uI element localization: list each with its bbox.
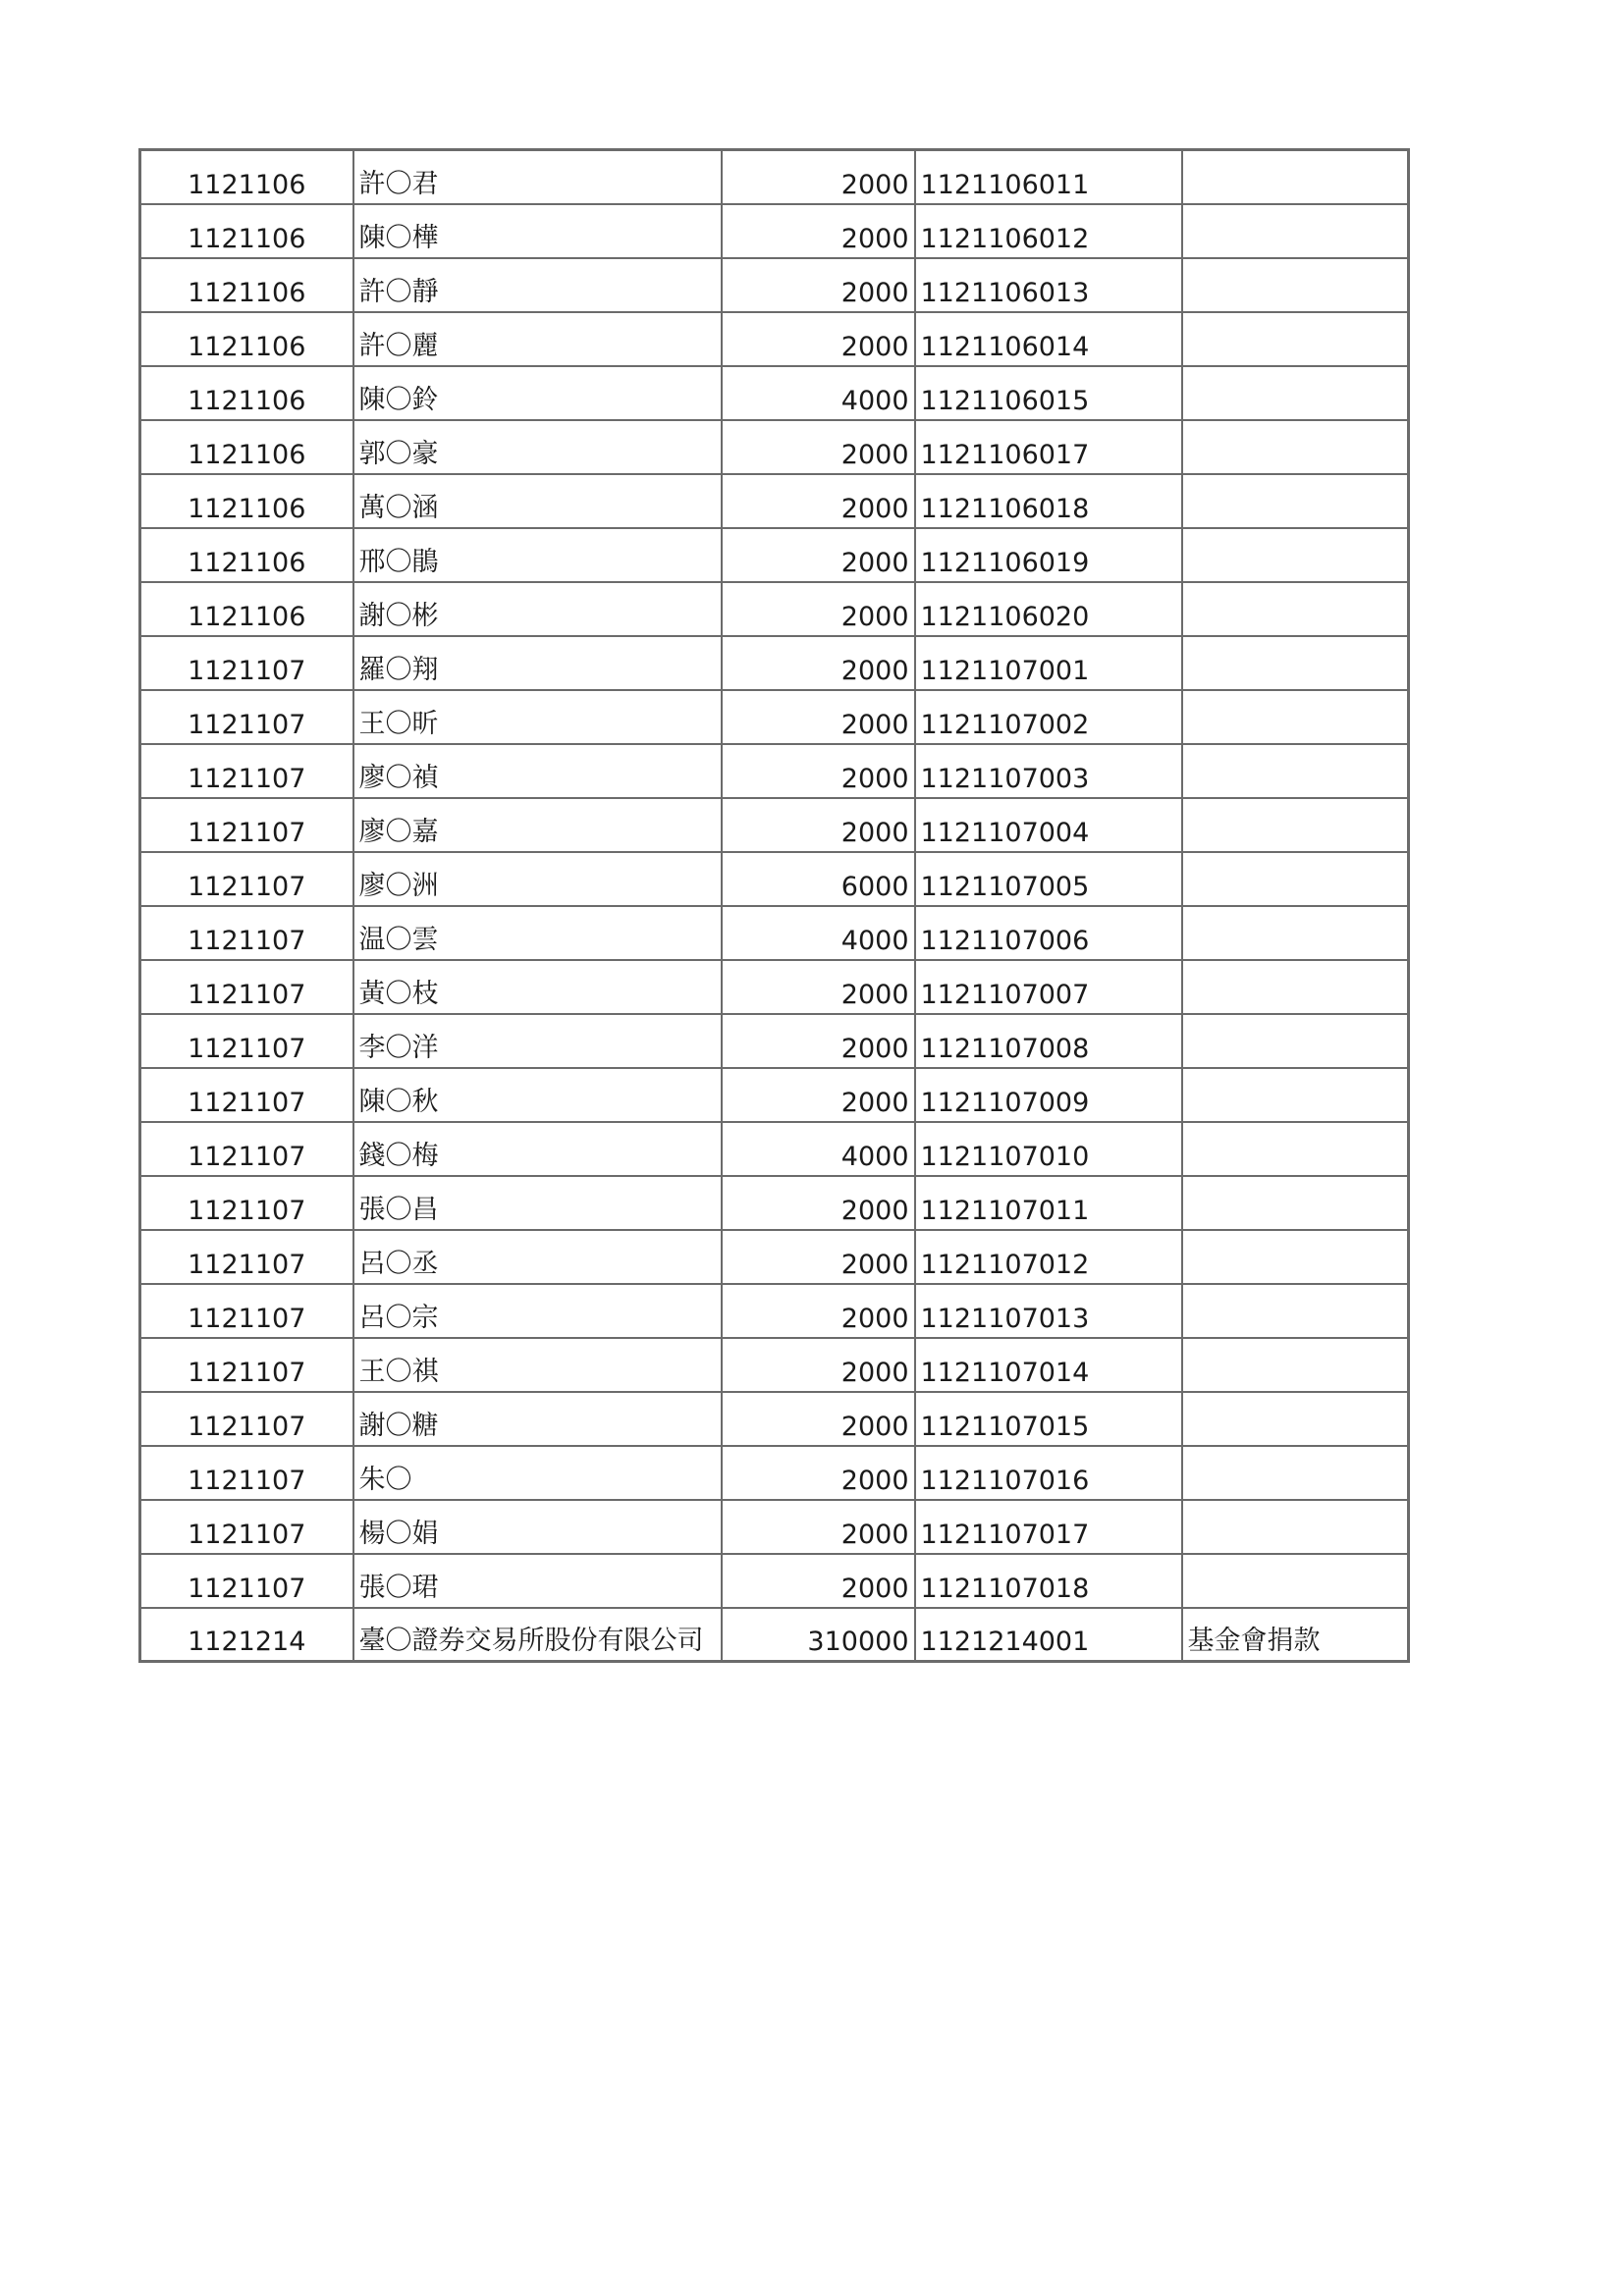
donor-name-cell: 臺〇證券交易所股份有限公司 — [353, 1608, 722, 1662]
donor-name-cell: 李〇洋 — [353, 1014, 722, 1068]
date-cell: 1121107 — [140, 906, 353, 960]
receipt-number-cell: 1121107013 — [915, 1284, 1182, 1338]
receipt-number-cell: 1121106020 — [915, 582, 1182, 636]
receipt-number-cell: 1121107001 — [915, 636, 1182, 690]
note-cell — [1182, 420, 1409, 474]
note-cell — [1182, 366, 1409, 420]
amount-cell: 2000 — [722, 420, 915, 474]
table-row — [140, 636, 1409, 690]
amount-cell: 2000 — [722, 582, 915, 636]
donor-name-cell: 陳〇樺 — [353, 204, 722, 258]
donor-name-cell: 許〇麗 — [353, 312, 722, 366]
amount-cell: 2000 — [722, 744, 915, 798]
date-cell: 1121106 — [140, 150, 353, 204]
amount-cell: 2000 — [722, 1014, 915, 1068]
donor-name-cell: 羅〇翔 — [353, 636, 722, 690]
note-cell — [1182, 312, 1409, 366]
note-cell — [1182, 744, 1409, 798]
table-row — [140, 744, 1409, 798]
donor-name-cell: 陳〇秋 — [353, 1068, 722, 1122]
receipt-number-cell: 1121214001 — [915, 1608, 1182, 1662]
note-cell — [1182, 1392, 1409, 1446]
amount-cell: 2000 — [722, 528, 915, 582]
table-row — [140, 798, 1409, 852]
amount-cell: 2000 — [722, 1446, 915, 1500]
donation-table — [138, 148, 1410, 1663]
amount-cell: 2000 — [722, 1338, 915, 1392]
amount-cell: 310000 — [722, 1608, 915, 1662]
table-row — [140, 474, 1409, 528]
donor-name-cell: 張〇昌 — [353, 1176, 722, 1230]
note-cell — [1182, 1284, 1409, 1338]
donor-name-cell: 萬〇涵 — [353, 474, 722, 528]
amount-cell: 4000 — [722, 366, 915, 420]
note-cell — [1182, 960, 1409, 1014]
receipt-number-cell: 1121106015 — [915, 366, 1182, 420]
table-row — [140, 1554, 1409, 1608]
date-cell: 1121107 — [140, 852, 353, 906]
date-cell: 1121107 — [140, 1122, 353, 1176]
amount-cell: 2000 — [722, 1392, 915, 1446]
amount-cell: 4000 — [722, 1122, 915, 1176]
donor-name-cell: 王〇昕 — [353, 690, 722, 744]
receipt-number-cell: 1121107015 — [915, 1392, 1182, 1446]
table-row — [140, 1176, 1409, 1230]
donation-table-body — [140, 150, 1409, 1662]
receipt-number-cell: 1121107005 — [915, 852, 1182, 906]
table-row — [140, 1230, 1409, 1284]
table-row — [140, 420, 1409, 474]
note-cell — [1182, 1554, 1409, 1608]
date-cell: 1121106 — [140, 366, 353, 420]
note-cell — [1182, 690, 1409, 744]
receipt-number-cell: 1121107017 — [915, 1500, 1182, 1554]
note-cell — [1182, 636, 1409, 690]
date-cell: 1121107 — [140, 1446, 353, 1500]
table-row — [140, 1392, 1409, 1446]
note-cell — [1182, 852, 1409, 906]
amount-cell: 2000 — [722, 1176, 915, 1230]
donor-name-cell: 王〇祺 — [353, 1338, 722, 1392]
date-cell: 1121106 — [140, 582, 353, 636]
date-cell: 1121107 — [140, 1392, 353, 1446]
amount-cell: 2000 — [722, 204, 915, 258]
donor-name-cell: 張〇珺 — [353, 1554, 722, 1608]
receipt-number-cell: 1121107002 — [915, 690, 1182, 744]
note-cell — [1182, 1500, 1409, 1554]
receipt-number-cell: 1121106014 — [915, 312, 1182, 366]
amount-cell: 2000 — [722, 474, 915, 528]
donor-name-cell: 呂〇宗 — [353, 1284, 722, 1338]
table-row — [140, 204, 1409, 258]
table-row — [140, 528, 1409, 582]
date-cell: 1121107 — [140, 690, 353, 744]
date-cell: 1121107 — [140, 1554, 353, 1608]
amount-cell: 6000 — [722, 852, 915, 906]
date-cell: 1121107 — [140, 1284, 353, 1338]
note-cell — [1182, 1014, 1409, 1068]
table-row — [140, 366, 1409, 420]
receipt-number-cell: 1121106017 — [915, 420, 1182, 474]
donor-name-cell: 廖〇洲 — [353, 852, 722, 906]
date-cell: 1121106 — [140, 528, 353, 582]
receipt-number-cell: 1121106019 — [915, 528, 1182, 582]
amount-cell: 2000 — [722, 798, 915, 852]
date-cell: 1121107 — [140, 1014, 353, 1068]
receipt-number-cell: 1121106012 — [915, 204, 1182, 258]
date-cell: 1121106 — [140, 312, 353, 366]
date-cell: 1121107 — [140, 1068, 353, 1122]
table-row — [140, 582, 1409, 636]
donor-name-cell: 廖〇嘉 — [353, 798, 722, 852]
note-cell — [1182, 1446, 1409, 1500]
receipt-number-cell: 1121107012 — [915, 1230, 1182, 1284]
table-row — [140, 150, 1409, 204]
receipt-number-cell: 1121107016 — [915, 1446, 1182, 1500]
note-cell: 基金會捐款 — [1182, 1608, 1409, 1662]
amount-cell: 2000 — [722, 1230, 915, 1284]
donor-name-cell: 陳〇鈴 — [353, 366, 722, 420]
note-cell — [1182, 1230, 1409, 1284]
donor-name-cell: 錢〇梅 — [353, 1122, 722, 1176]
note-cell — [1182, 258, 1409, 312]
date-cell: 1121106 — [140, 258, 353, 312]
donor-name-cell: 謝〇彬 — [353, 582, 722, 636]
donor-name-cell: 邢〇鵑 — [353, 528, 722, 582]
amount-cell: 2000 — [722, 258, 915, 312]
receipt-number-cell: 1121107006 — [915, 906, 1182, 960]
receipt-number-cell: 1121107007 — [915, 960, 1182, 1014]
receipt-number-cell: 1121107008 — [915, 1014, 1182, 1068]
receipt-number-cell: 1121107011 — [915, 1176, 1182, 1230]
date-cell: 1121106 — [140, 474, 353, 528]
table-row — [140, 312, 1409, 366]
date-cell: 1121107 — [140, 1230, 353, 1284]
amount-cell: 2000 — [722, 960, 915, 1014]
date-cell: 1121107 — [140, 1338, 353, 1392]
amount-cell: 2000 — [722, 1500, 915, 1554]
donor-name-cell: 許〇君 — [353, 150, 722, 204]
note-cell — [1182, 528, 1409, 582]
date-cell: 1121106 — [140, 420, 353, 474]
note-cell — [1182, 582, 1409, 636]
amount-cell: 4000 — [722, 906, 915, 960]
receipt-number-cell: 1121106011 — [915, 150, 1182, 204]
date-cell: 1121107 — [140, 1176, 353, 1230]
amount-cell: 2000 — [722, 312, 915, 366]
date-cell: 1121107 — [140, 636, 353, 690]
note-cell — [1182, 150, 1409, 204]
receipt-number-cell: 1121107003 — [915, 744, 1182, 798]
table-row — [140, 1284, 1409, 1338]
donor-name-cell: 許〇靜 — [353, 258, 722, 312]
table-row — [140, 1500, 1409, 1554]
receipt-number-cell: 1121106018 — [915, 474, 1182, 528]
amount-cell: 2000 — [722, 636, 915, 690]
note-cell — [1182, 798, 1409, 852]
date-cell: 1121214 — [140, 1608, 353, 1662]
amount-cell: 2000 — [722, 690, 915, 744]
note-cell — [1182, 1122, 1409, 1176]
donor-name-cell: 温〇雲 — [353, 906, 722, 960]
date-cell: 1121107 — [140, 1500, 353, 1554]
table-row — [140, 960, 1409, 1014]
amount-cell: 2000 — [722, 1068, 915, 1122]
table-row — [140, 852, 1409, 906]
amount-cell: 2000 — [722, 1554, 915, 1608]
table-row — [140, 690, 1409, 744]
note-cell — [1182, 906, 1409, 960]
receipt-number-cell: 1121106013 — [915, 258, 1182, 312]
note-cell — [1182, 474, 1409, 528]
donor-name-cell: 謝〇糖 — [353, 1392, 722, 1446]
date-cell: 1121107 — [140, 798, 353, 852]
table-row — [140, 1122, 1409, 1176]
table-row — [140, 1338, 1409, 1392]
table-row — [140, 1014, 1409, 1068]
donor-name-cell: 郭〇豪 — [353, 420, 722, 474]
table-row — [140, 906, 1409, 960]
date-cell: 1121107 — [140, 744, 353, 798]
donor-name-cell: 楊〇娟 — [353, 1500, 722, 1554]
receipt-number-cell: 1121107009 — [915, 1068, 1182, 1122]
donor-name-cell: 朱〇 — [353, 1446, 722, 1500]
note-cell — [1182, 1176, 1409, 1230]
donor-name-cell: 呂〇丞 — [353, 1230, 722, 1284]
receipt-number-cell: 1121107004 — [915, 798, 1182, 852]
donor-name-cell: 黃〇枝 — [353, 960, 722, 1014]
receipt-number-cell: 1121107014 — [915, 1338, 1182, 1392]
note-cell — [1182, 1338, 1409, 1392]
note-cell — [1182, 204, 1409, 258]
table-row — [140, 1608, 1409, 1662]
table-row — [140, 258, 1409, 312]
amount-cell: 2000 — [722, 1284, 915, 1338]
date-cell: 1121106 — [140, 204, 353, 258]
donor-name-cell: 廖〇禎 — [353, 744, 722, 798]
receipt-number-cell: 1121107010 — [915, 1122, 1182, 1176]
receipt-number-cell: 1121107018 — [915, 1554, 1182, 1608]
amount-cell: 2000 — [722, 150, 915, 204]
date-cell: 1121107 — [140, 960, 353, 1014]
table-row — [140, 1068, 1409, 1122]
note-cell — [1182, 1068, 1409, 1122]
table-row — [140, 1446, 1409, 1500]
